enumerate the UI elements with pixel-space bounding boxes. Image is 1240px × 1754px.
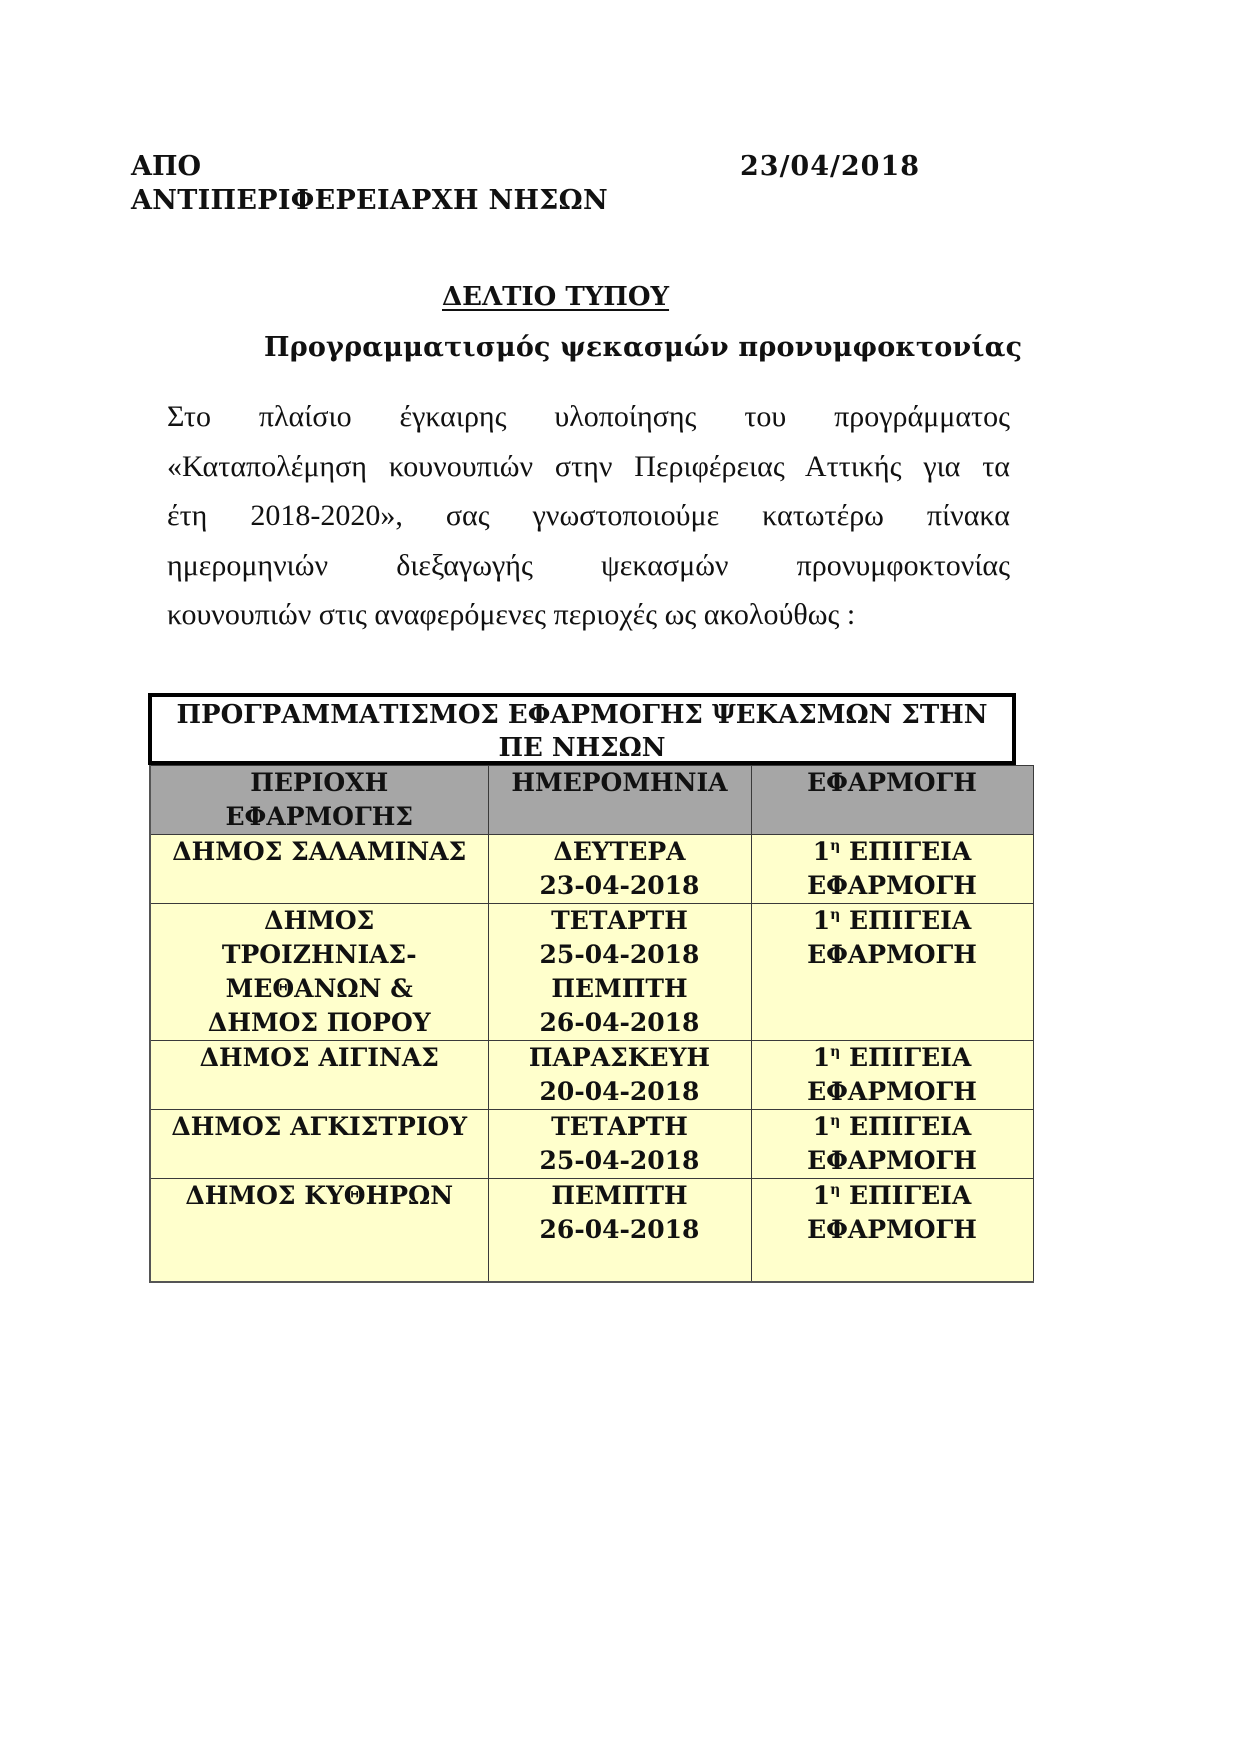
area-text: ΔΗΜΟΣ ΑΓΚΙΣΤΡΙΟΥ: [171, 1112, 468, 1141]
table-row: [150, 1110, 1033, 1179]
date-cell: [488, 1041, 751, 1110]
table-title-line: ΠΕ ΝΗΣΩΝ: [498, 733, 666, 763]
date-cell: [488, 835, 751, 904]
ordinal-number: 1: [812, 837, 831, 866]
column-header-application: [751, 766, 1033, 835]
application-text: [756, 904, 1029, 938]
area-text: ΔΗΜΟΣ ΚΥΘΗΡΩΝ: [185, 1181, 454, 1210]
application-text: [756, 1110, 1029, 1144]
application-text: ΕΦΑΡΜΟΓΗ: [807, 940, 977, 969]
ordinal-suffix: η: [830, 1113, 841, 1129]
area-text: ΤΡΟΙΖΗΝΙΑΣ-: [221, 940, 417, 969]
ordinal-suffix: η: [830, 1182, 841, 1198]
sender-label: ΑΠΟ: [131, 151, 201, 182]
day-text: ΤΕΤΑΡΤΗ: [551, 906, 688, 935]
application-cell: [751, 1179, 1033, 1283]
table-row: [150, 904, 1033, 1041]
application-text: [756, 1041, 1029, 1075]
application-text: ΕΦΑΡΜΟΓΗ: [807, 1146, 977, 1175]
area-text: ΔΗΜΟΣ ΠΟΡΟΥ: [207, 1008, 431, 1037]
ordinal-number: 1: [812, 1181, 831, 1210]
header-text: ΗΜΕΡΟΜΗΝΙΑ: [511, 768, 728, 797]
application-text: ΕΦΑΡΜΟΓΗ: [807, 1215, 977, 1244]
header-text: ΕΦΑΡΜΟΓΗΣ: [225, 802, 414, 831]
ordinal-number: 1: [812, 906, 831, 935]
date-cell: [488, 904, 751, 1041]
sender-organization: ΑΝΤΙΠΕΡΙΦΕΡΕΙΑΡΧΗ ΝΗΣΩΝ: [131, 185, 608, 216]
area-text: ΔΗΜΟΣ ΣΑΛΑΜΙΝΑΣ: [172, 837, 467, 866]
table-title-line: ΠΡΟΓΡΑΜΜΑΤΙΣΜΟΣ ΕΦΑΡΜΟΓΗΣ ΨΕΚΑΣΜΩΝ ΣΤΗΝ: [176, 700, 988, 730]
date-text: 26-04-2018: [539, 1008, 700, 1037]
document-subject: Προγραμματισμός ψεκασμών προνυμφοκτονίας: [264, 332, 1023, 363]
document-type-title: ΔΕΛΤΙΟ ΤΥΠΟΥ: [442, 282, 670, 312]
application-cell: [751, 835, 1033, 904]
table-row: [150, 835, 1033, 904]
header-text: ΕΦΑΡΜΟΓΗ: [807, 768, 977, 797]
date-cell: [488, 1179, 751, 1283]
application-text: [756, 1179, 1029, 1213]
application-type: ΕΠΙΓΕΙΑ: [849, 1112, 972, 1141]
ordinal-suffix: η: [830, 1044, 841, 1060]
day-text: ΔΕΥΤΕΡΑ: [553, 837, 686, 866]
date-text: 26-04-2018: [539, 1215, 700, 1244]
area-text: ΔΗΜΟΣ ΑΙΓΙΝΑΣ: [199, 1043, 439, 1072]
body-line: ημερομηνιών διεξαγωγής ψεκασμών προνυμφοκτονίας: [167, 548, 1010, 582]
day-text: ΠΑΡΑΣΚΕΥΗ: [528, 1043, 711, 1072]
body-line: κουνουπιών στις αναφερόμενες περιοχές ως ακολούθως :: [167, 598, 856, 631]
date-cell: [488, 1110, 751, 1179]
date-text: 23-04-2018: [539, 871, 700, 900]
application-type: ΕΠΙΓΕΙΑ: [849, 837, 972, 866]
table-row: [150, 1041, 1033, 1110]
application-text: ΕΦΑΡΜΟΓΗ: [807, 1077, 977, 1106]
area-text: ΜΕΘΑΝΩΝ &: [225, 974, 413, 1003]
ordinal-number: 1: [812, 1112, 831, 1141]
ordinal-suffix: η: [830, 907, 841, 923]
date-text: 25-04-2018: [539, 940, 700, 969]
body-line: Στο πλαίσιο έγκαιρης υλοποίησης του προγράμματος: [167, 400, 1010, 433]
body-line: «Καταπολέμηση κουνουπιών στην Περιφέρειας Αττικής για τα: [167, 449, 1010, 483]
day-text: ΠΕΜΠΤΗ: [551, 974, 688, 1003]
application-cell: [751, 904, 1033, 1041]
application-cell: [751, 1110, 1033, 1179]
column-header-date: [488, 766, 751, 835]
area-cell: [150, 1041, 488, 1110]
application-text: ΕΦΑΡΜΟΓΗ: [807, 871, 977, 900]
spraying-schedule-table: [149, 765, 1034, 1283]
area-cell: [150, 1179, 488, 1283]
ordinal-suffix: η: [830, 838, 841, 854]
column-header-area: [150, 766, 488, 835]
body-paragraph: [167, 392, 1010, 640]
header-text: ΠΕΡΙΟΧΗ: [250, 768, 389, 797]
date-text: 20-04-2018: [539, 1077, 700, 1106]
application-cell: [751, 1041, 1033, 1110]
day-text: ΤΕΤΑΡΤΗ: [551, 1112, 688, 1141]
area-cell: [150, 1110, 488, 1179]
table-header-row: [150, 766, 1033, 835]
table-row: [150, 1179, 1033, 1283]
document-date: 23/04/2018: [740, 151, 921, 182]
application-type: ΕΠΙΓΕΙΑ: [849, 1043, 972, 1072]
date-text: 25-04-2018: [539, 1146, 700, 1175]
application-type: ΕΠΙΓΕΙΑ: [849, 906, 972, 935]
body-line: έτη 2018-2020», σας γνωστοποιούμε κατωτέρω πίνακα: [167, 499, 1010, 532]
application-text: [756, 835, 1029, 869]
schedule-table-title: [148, 693, 1016, 765]
area-text: ΔΗΜΟΣ: [264, 906, 375, 935]
application-type: ΕΠΙΓΕΙΑ: [849, 1181, 972, 1210]
ordinal-number: 1: [812, 1043, 831, 1072]
area-cell: [150, 904, 488, 1041]
day-text: ΠΕΜΠΤΗ: [551, 1181, 688, 1210]
area-cell: [150, 835, 488, 904]
